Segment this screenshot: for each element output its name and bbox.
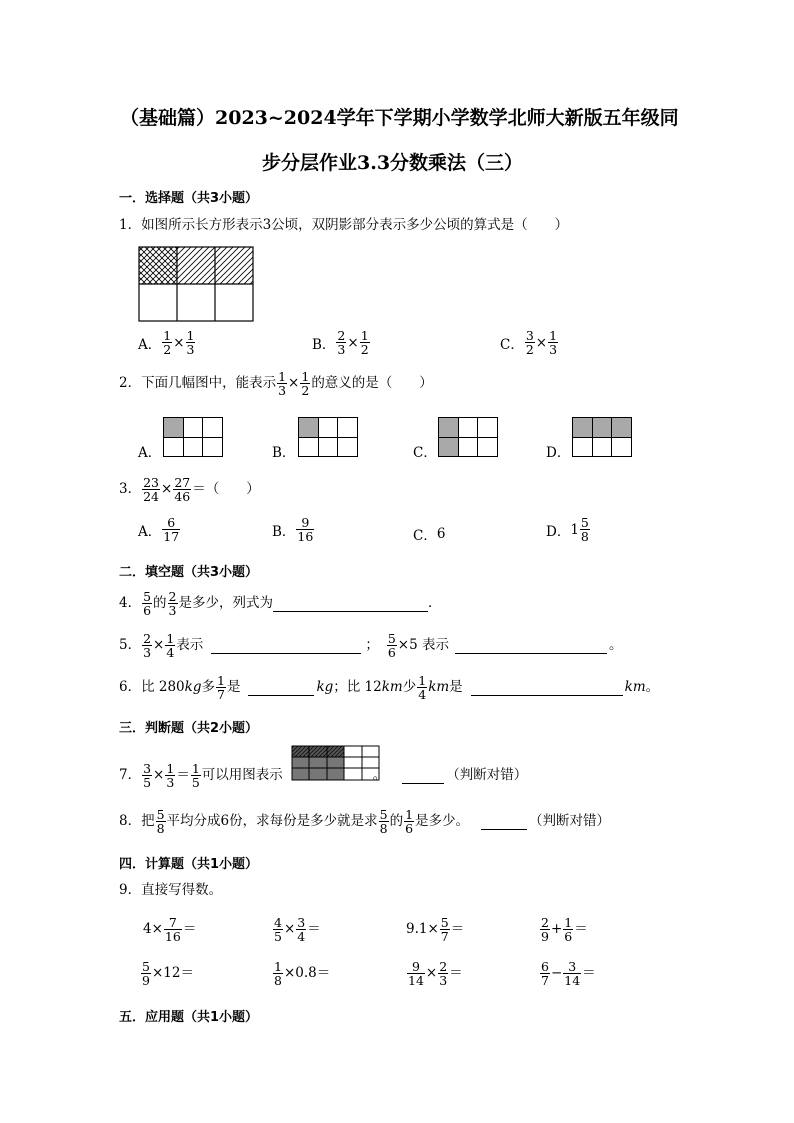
q1-option-c[interactable]	[500, 329, 559, 356]
fraction: $\frac{1}{3}$	[278, 369, 287, 399]
fraction: $\frac{3}{4}$	[297, 915, 306, 945]
fraction: 1 4	[418, 673, 427, 703]
fraction: $\frac{1}{3}$	[166, 761, 175, 791]
q9-item-g: $\frac{9}{14}$ × $\frac{2}{3}$ ＝	[408, 959, 463, 989]
fraction: $\frac{1}{6}$	[564, 915, 573, 945]
section-heading-judge: 三．判断题（共2小题）	[119, 721, 259, 736]
q1-stem: 1．如图所示长方形表示3公顷，双阴影部分表示多少公顷的算式是（ ）	[119, 217, 569, 233]
fraction: $\frac{1}{3}$	[549, 328, 558, 358]
fraction: $\frac{7}{16}$	[164, 915, 181, 945]
fraction: $\frac{27}{46}$	[174, 475, 191, 505]
fraction: $\frac{2}{3}$	[337, 328, 346, 358]
fraction: $\frac{1}{8}$	[274, 959, 282, 989]
answer-blank[interactable]	[455, 652, 607, 654]
q9-item-f: $\frac{1}{8}$ ×0.8＝	[274, 959, 331, 989]
fraction: $\frac{5}{6}$	[387, 631, 396, 661]
q4: 4． 5 6 的 2 3 是多少，列式为 ．	[119, 589, 442, 619]
fraction: 2 9	[541, 915, 549, 945]
q3-stem: 3． $\frac{23}{24}$ × $\frac{27}{46}$ ＝（ ）	[119, 475, 260, 505]
fraction: 6 17	[163, 515, 180, 545]
q3-option-b[interactable]: B． 9 16	[272, 515, 314, 545]
fraction: 5 6	[143, 589, 152, 619]
option-label: C．	[500, 336, 524, 353]
fraction: $\frac{23}{24}$	[143, 475, 159, 505]
q6: 6．比 280 kg 多 1 7 是 kg ；比 12 km 少 1 4 km 是 km 。	[119, 673, 660, 703]
q2-option-b-grid[interactable]	[298, 417, 358, 457]
fraction: $\frac{3}{14}$	[564, 959, 581, 989]
q8: 8．把 5 8 平均分成6份，求每份是多少就是求 5 8 的 1 6 是多少。 （判断对错）	[119, 807, 611, 837]
q2-option-d-label[interactable]: D．	[546, 445, 571, 461]
answer-blank[interactable]	[481, 828, 527, 830]
times-sign: ×	[347, 334, 359, 351]
fraction: $\frac{1}{2}$	[301, 369, 310, 399]
q2-stem: 2．下面几幅图中，能表示 $\frac{1}{3}$ × $\frac{1}{2}$ 的意义的是（ ）	[119, 369, 433, 399]
section-heading-choice: 一．选择题（共3小题）	[119, 191, 259, 206]
q2-option-d-grid[interactable]	[572, 417, 632, 457]
fraction: $\frac{1}{3}$	[186, 328, 195, 358]
answer-blank[interactable]	[402, 782, 444, 784]
q9-item-c: 9.1× $\frac{5}{7}$ ＝	[406, 915, 465, 945]
fraction: $\frac{5}{7}$	[440, 915, 449, 945]
fraction: 5 8	[156, 807, 165, 837]
fraction: 1 6	[405, 807, 414, 837]
fraction: 2 3	[168, 589, 177, 619]
fraction: $\frac{9}{14}$	[408, 959, 424, 989]
q2-option-b-label[interactable]: B．	[272, 445, 296, 461]
fraction: 5 8	[580, 515, 589, 545]
fraction: 5 8	[379, 807, 388, 837]
q9-stem: 9．直接写得数。	[119, 882, 223, 898]
fraction: $\frac{1}{4}$	[166, 631, 175, 661]
fraction: $\frac{2}{3}$	[143, 631, 152, 661]
q3-option-d[interactable]: D． 1 5 8	[546, 515, 589, 545]
answer-blank[interactable]	[471, 694, 623, 696]
fraction: $\frac{3}{5}$	[143, 761, 152, 791]
q3-option-c[interactable]: C． 6	[413, 526, 446, 544]
times-sign: ×	[535, 334, 548, 351]
q7-grid-figure	[291, 745, 381, 782]
doc-title-line1: （基础篇）2023~2024学年下学期小学数学北师大新版五年级同	[120, 107, 679, 129]
answer-blank[interactable]	[211, 652, 361, 654]
q9-item-e: $\frac{5}{9}$ ×12＝	[142, 959, 194, 989]
answer-blank[interactable]	[248, 694, 314, 696]
fraction: $\frac{5}{9}$	[142, 959, 150, 989]
fraction: $\frac{3}{2}$	[525, 328, 534, 358]
fraction: 1 7	[216, 673, 225, 703]
q5: 5． $\frac{2}{3}$ × $\frac{1}{4}$ 表示 ； $\frac{5}{6}$ ×5 表示 。	[119, 631, 623, 661]
q2-option-c-label[interactable]: C．	[413, 445, 437, 461]
q9-item-d: 2 9 + $\frac{1}{6}$ ＝	[541, 915, 588, 945]
q2-option-a-grid[interactable]	[163, 417, 223, 457]
q1-option-a[interactable]	[138, 329, 196, 356]
times-sign: ×	[173, 334, 185, 351]
q7: 7． $\frac{3}{5}$ × $\frac{1}{3}$ ＝ 1 5 可以用图表示 。 （判断对错）	[119, 761, 528, 791]
q2-option-a-label[interactable]: A．	[138, 445, 162, 461]
fraction: $\frac{1}{2}$	[360, 328, 369, 358]
doc-title-line2: 步分层作业3.3分数乘法（三）	[262, 152, 524, 174]
fraction: $\frac{4}{5}$	[274, 915, 282, 945]
q1-option-b[interactable]	[312, 329, 371, 356]
q2-option-c-grid[interactable]	[438, 417, 498, 457]
fraction: 1 5	[191, 761, 200, 791]
q9-item-a: 4× $\frac{7}{16}$ ＝	[143, 915, 197, 945]
section-heading-application: 五．应用题（共1小题）	[119, 1010, 259, 1025]
fraction: 6 7	[541, 959, 549, 989]
q3-option-a[interactable]: A． 6 17	[138, 515, 180, 545]
option-label: A．	[138, 336, 162, 353]
section-heading-calc: 四．计算题（共1小题）	[119, 857, 259, 872]
q9-item-b: $\frac{4}{5}$ × $\frac{3}{4}$ ＝	[274, 915, 321, 945]
section-heading-fill: 二．填空题（共3小题）	[119, 565, 259, 580]
q1-rectangle-figure	[138, 246, 254, 322]
fraction: $\frac{1}{2}$	[163, 328, 172, 358]
q9-item-h: 6 7 − $\frac{3}{14}$ ＝	[541, 959, 596, 989]
fraction: 9 16	[297, 515, 314, 545]
option-label: B．	[312, 336, 336, 353]
fraction: $\frac{2}{3}$	[439, 959, 448, 989]
answer-blank[interactable]	[273, 610, 428, 612]
